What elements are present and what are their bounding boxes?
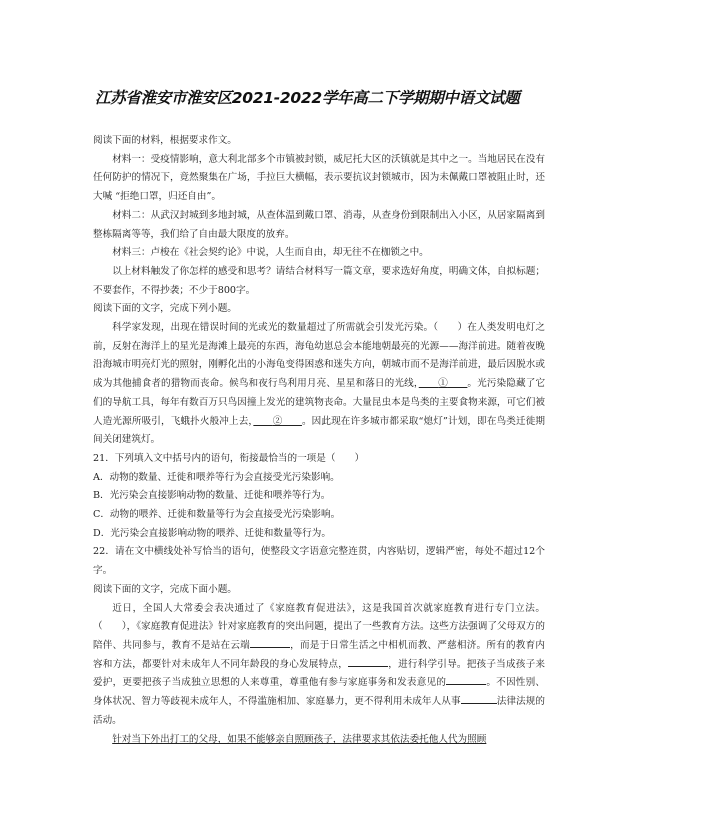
material-2: 材料二：从武汉封城到多地封城，从查体温到戴口罩、消毒，从查身份到限制出入小区，从居家隔离到整栋隔离等等，我们给了自由最大限度的放弃。 bbox=[93, 209, 545, 240]
passage-part-b: 。光污染隐藏了它们的导航工具，每年有数百万只鸟因撞上发光的建筑物丧命。大量昆虫本是鸟类的主要食物来源，可它们被人造光源所吸引，飞蛾扑火般冲上去， bbox=[93, 378, 546, 427]
passage3-part-d: 。不因性别、身体状况、智力等歧视未成年人，不得滥施相加、家庭暴力，更不得利用未成年人从事 bbox=[93, 677, 546, 708]
q21-option-b: B．光污染会直接影响动物的数量、迁徙和喂养等行为。 bbox=[93, 490, 331, 502]
passage3-part-a: 近日，全国人大常委会表决通过了《家庭教育促进法》，这是我国首次就家庭教育进行专门立法。（ ），《家庭教育促进法》针对家庭教育的突出问题，提出了一些教育方法。这些方法强调了父母双方的陪伴、共同参与，教育不是站在云端 bbox=[93, 602, 545, 651]
section3-instruction: 阅读下面的文字，完成下面小题。 bbox=[93, 583, 237, 595]
section2-instruction: 阅读下面的文字，完成下列小题。 bbox=[93, 303, 237, 315]
blank-2: ② bbox=[272, 415, 283, 427]
q21-option-c: C．动物的喂养、迁徙和数量等行为会直接受光污染影响。 bbox=[93, 509, 341, 521]
material-1: 材料一：受疫情影响，意大利北部多个市镇被封锁，威尼托大区的沃镇就是其中之一。当地居民在没有任何防护的情况下，竟然聚集在广场，手拉巨大横幅，表示要抗议封锁城市，因为未佩戴口罩被阻止时，还大喊 “拒绝口罩，归还自由”。 bbox=[93, 153, 545, 203]
passage3-part-e: 法律法规的活动。 bbox=[93, 696, 546, 726]
blank-6 bbox=[461, 693, 497, 704]
blank-1: ① bbox=[438, 378, 448, 390]
blank-5 bbox=[446, 674, 486, 685]
material-3: 材料三：卢梭在《社会契约论》中说，人生而自由，却无往不在枷锁之中。 bbox=[112, 247, 429, 259]
underlined-sentence: 针对当下外出打工的父母，如果不能够亲自照顾孩子，法律要求其依法委托他人代为照顾 bbox=[112, 733, 487, 745]
question-22: 22．请在文中横线处补写恰当的语句，使整段文字语意完整连贯，内容贴切，逻辑严密，每处不超过12个字。 bbox=[93, 546, 545, 577]
passage-light-pollution bbox=[93, 319, 545, 450]
blank-3 bbox=[250, 637, 290, 648]
passage3-part-b: ，而是于日常生活之中相机而教、严慈相济。所有的教育内容和方法，都要针对未成年人不同年龄段的身心发展特点， bbox=[93, 639, 546, 670]
question-21: 21．下列填入文中括号内的语句，衔接最恰当的一项是（ ） bbox=[93, 452, 365, 464]
passage-part-c: 。因此现在许多城市都采取“熄灯”计划，即在鸟类迁徙期间关闭建筑灯。 bbox=[93, 415, 546, 446]
q21-option-a: A．动物的数量、迁徙和喂养等行为会直接受光污染影响。 bbox=[93, 471, 340, 483]
section1-instruction: 阅读下面的材料，根据要求作文。 bbox=[93, 135, 237, 146]
document-title: 江苏省淮安市淮安区2021-2022学年高二下学期期中语文试题 bbox=[95, 89, 520, 107]
document-body bbox=[93, 132, 545, 749]
passage-part-a: 科学家发现，出现在错误时间的光或光的数量超过了所需就会引发光污染。（ ）在人类发明电灯之前，反射在海洋上的星光是海滩上最亮的东西，海龟幼崽总会本能地朝最亮的光源——海洋前进。随着夜晚沿海城市明亮灯光的照射，刚孵化出的小海龟变得困惑和迷失方向，朝城市而不是海洋前进，最后因脱水或成为其他捕食者的猎物而丧命。候鸟和夜行鸟利用月亮、星星和落日的光线， bbox=[93, 322, 545, 390]
q21-option-d: D．光污染会直接影响动物的喂养、迁徙和数量等行为。 bbox=[93, 527, 331, 539]
essay-task: 以上材料触发了你怎样的感受和思考？请结合材料写一篇文章，要求选好角度，明确文体，自拟标题；不要套作，不得抄袭；不少于800字。 bbox=[93, 265, 545, 296]
passage-family-education bbox=[93, 600, 545, 731]
blank-4 bbox=[348, 656, 388, 667]
passage3-part-c: ，进行科学引导。把孩子当成孩子来爱护，更要把孩子当成独立思想的人来尊重，尊重他有参与家庭事务和发表意见的 bbox=[93, 658, 545, 689]
